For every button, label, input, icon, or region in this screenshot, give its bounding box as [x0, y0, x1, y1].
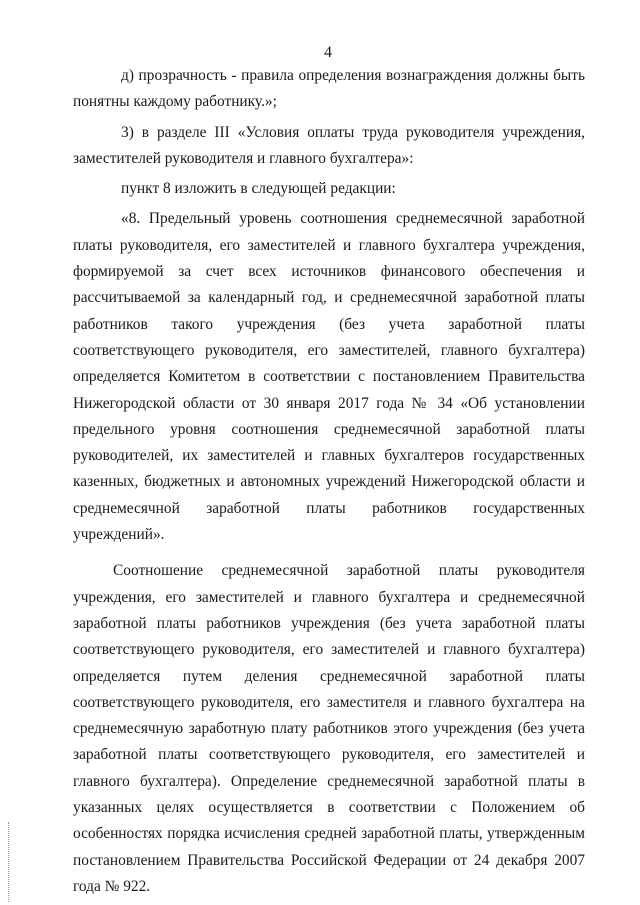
page-number: 4	[324, 44, 332, 61]
paragraph-ratio: Соотношение среднемесячной заработной платы руководителя учреждения, его заместителей и главного бухгалтера и среднемесячной заработной платы работников учреждения (без учета заработной платы соответствующего руководителя, его заместителей и главного бухгалтера) определяется путем деления среднемесячной заработной платы соответствующего руководителя, его заместителя и главного бухгалтера на среднемесячную заработную плату работников этого учреждения (без учета заработной платы соответствующего руководителя, его заместителей и главного бухгалтера). Определение среднемесячной заработной платы в указанных целях осуществляется в соответствии с Положением об особенностях порядка исчисления средней заработной платы, утвержденным постановлением Правительства Российской Федерации от 24 декабря 2007 года № 922.	[73, 562, 585, 895]
paragraph-item-3: 3) в разделе III «Условия оплаты труда руководителя учреждения, заместителей руководителя и главного бухгалтера»:	[73, 123, 585, 167]
scan-margin-mark	[8, 822, 10, 902]
paragraph-clause-8: «8. Предельный уровень соотношения среднемесячной заработной платы руководителя, его заместителей и главного бухгалтера учреждения, формируемой за счет всех источников финансового обеспечения и рассчитываемой за календарный год, и среднемесячной заработной платы работников такого учреждения (без учета заработной платы соответствующего руководителя, его заместителей, главного бухгалтера) определяется Комитетом в соответствии с постановлением Правительства Нижегородской области от 30 января 2017 года № 34 «Об установлении предельного уровня соотношения среднемесячной заработной платы руководителей, их заместителей и главных бухгалтеров государственных казенных, бюджетных и автономных учреждений Нижегородской области и среднемесячной заработной платы работников государственных учреждений».	[73, 210, 585, 544]
paragraph-clause-8-intro: пункт 8 изложить в следующей редакции:	[121, 180, 396, 198]
paragraph-item-d: д) прозрачность - правила определения вознаграждения должны быть понятны каждому работнику.»;	[73, 67, 585, 111]
document-body	[73, 63, 585, 900]
